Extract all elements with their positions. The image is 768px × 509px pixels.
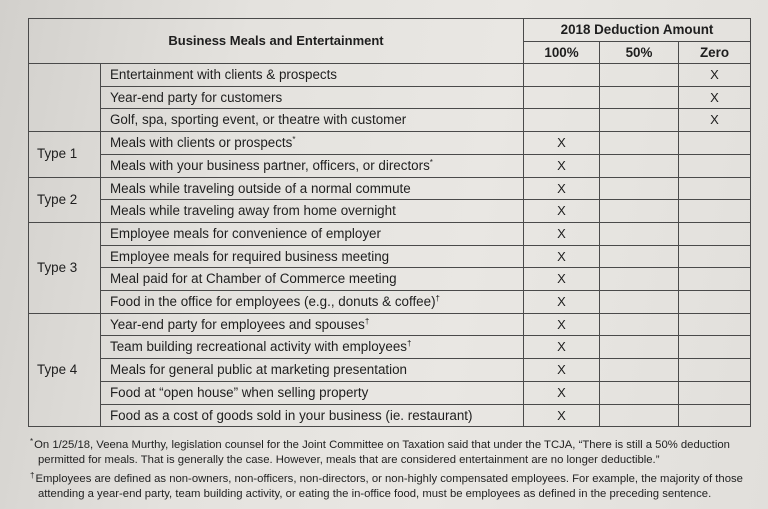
deduction-cell-50: [600, 200, 679, 223]
table-row: [29, 268, 751, 291]
table-title: Business Meals and Entertainment: [29, 19, 524, 64]
row-description: [101, 313, 524, 336]
row-label: Employee meals for convenience of employer: [110, 225, 381, 241]
deduction-cell-zero: [679, 336, 751, 359]
deduction-cell-50: [600, 132, 679, 155]
footnote-dagger: [30, 468, 755, 502]
table-row: [29, 245, 751, 268]
row-label: Team building recreational activity with employees: [110, 339, 407, 355]
x-mark: X: [557, 339, 566, 355]
row-label: Year-end party for customers: [110, 89, 283, 105]
deduction-header: 2018 Deduction Amount: [524, 19, 751, 42]
deduction-cell-zero: [679, 359, 751, 382]
deduction-cell-100: [524, 154, 600, 177]
footnote-star-line2: permitted for meals. That is generally the case. However, meals that are considered entertainment are no longer deductible.”: [38, 454, 660, 466]
deduction-cell-zero: [679, 109, 751, 132]
deduction-cell-50: [600, 336, 679, 359]
row-label: Meals with clients or prospects: [110, 135, 293, 151]
table-row: [29, 291, 751, 314]
table-row: [29, 404, 751, 427]
x-mark: X: [557, 157, 566, 173]
deduction-cell-50: [600, 222, 679, 245]
table-row: [29, 132, 751, 155]
deduction-cell-100: [524, 86, 600, 109]
table-body: [29, 64, 751, 427]
table-row: [29, 336, 751, 359]
footnotes: [30, 434, 755, 502]
table-row: [29, 359, 751, 382]
deduction-cell-zero: [679, 154, 751, 177]
table-row: [29, 313, 751, 336]
footnote-marker: †: [406, 339, 412, 349]
row-description: [101, 154, 524, 177]
footnote-star: [30, 434, 755, 468]
deduction-cell-50: [600, 404, 679, 427]
footnote-marker: *: [429, 157, 433, 167]
row-label: Golf, spa, sporting event, or theatre with customer: [110, 112, 407, 128]
table-row: [29, 222, 751, 245]
deduction-cell-50: [600, 154, 679, 177]
deduction-cell-100: [524, 177, 600, 200]
row-description: [101, 222, 524, 245]
x-mark: X: [557, 362, 566, 378]
deduction-cell-zero: [679, 404, 751, 427]
deduction-cell-50: [600, 64, 679, 87]
row-label: Food in the office for employees (e.g., donuts & coffee): [110, 294, 436, 310]
deduction-cell-50: [600, 313, 679, 336]
deduction-cell-zero: [679, 200, 751, 223]
x-mark: X: [557, 248, 566, 264]
footnote-marker: *: [292, 135, 296, 145]
row-description: [101, 200, 524, 223]
type-label: [29, 64, 101, 132]
deduction-cell-100: [524, 109, 600, 132]
footnote-marker: †: [364, 316, 370, 326]
deduction-cell-100: [524, 222, 600, 245]
row-description: [101, 109, 524, 132]
table-row: [29, 64, 751, 87]
deduction-cell-zero: [679, 313, 751, 336]
deduction-cell-100: [524, 336, 600, 359]
x-mark: X: [557, 135, 566, 151]
deduction-cell-zero: [679, 291, 751, 314]
deduction-cell-100: [524, 200, 600, 223]
deduction-cell-zero: [679, 86, 751, 109]
row-description: [101, 64, 524, 87]
row-label: Meals while traveling away from home overnight: [110, 203, 396, 219]
type-label: Type 2: [29, 177, 101, 222]
row-description: [101, 336, 524, 359]
row-description: [101, 86, 524, 109]
footnote-dagger-line1: Employees are defined as non-owners, non-officers, non-directors, or non-highly compensated employees. For example, the majority of those: [35, 473, 743, 485]
x-mark: X: [557, 271, 566, 287]
deduction-cell-zero: [679, 245, 751, 268]
footnote-star-symbol: *: [30, 437, 34, 446]
x-mark: X: [557, 294, 566, 310]
row-label: Food at “open house” when selling property: [110, 384, 369, 400]
x-mark: X: [710, 112, 719, 128]
row-description: [101, 177, 524, 200]
table-row: [29, 200, 751, 223]
deduction-cell-zero: [679, 132, 751, 155]
deduction-cell-50: [600, 381, 679, 404]
type-label: Type 3: [29, 222, 101, 313]
deduction-cell-100: [524, 268, 600, 291]
row-label: Meals with your business partner, officers, or directors: [110, 157, 430, 173]
table-row: [29, 177, 751, 200]
x-mark: X: [557, 180, 566, 196]
x-mark: X: [710, 89, 719, 105]
deduction-cell-100: [524, 132, 600, 155]
x-mark: X: [557, 407, 566, 423]
row-description: [101, 381, 524, 404]
deduction-cell-100: [524, 313, 600, 336]
row-label: Meals while traveling outside of a normal commute: [110, 180, 411, 196]
deduction-table: [28, 18, 751, 427]
x-mark: X: [557, 203, 566, 219]
table-row: [29, 381, 751, 404]
deduction-cell-100: [524, 64, 600, 87]
footnote-dagger-line2: attending a year-end party, team building activity, or eating the in-office food, must be employees as defined in the preceding sentence.: [38, 488, 712, 500]
deduction-cell-50: [600, 86, 679, 109]
deduction-cell-zero: [679, 177, 751, 200]
row-description: [101, 291, 524, 314]
row-label: Meal paid for at Chamber of Commerce meeting: [110, 271, 397, 287]
footnote-star-line1: On 1/25/18, Veena Murthy, legislation counsel for the Joint Committee on Taxation said that under the TCJA, “There is still a 50% deduction: [34, 439, 730, 451]
type-label: Type 4: [29, 313, 101, 427]
deduction-cell-100: [524, 359, 600, 382]
deduction-cell-100: [524, 381, 600, 404]
row-description: [101, 359, 524, 382]
deduction-cell-50: [600, 359, 679, 382]
table-row: [29, 109, 751, 132]
deduction-cell-50: [600, 177, 679, 200]
deduction-cell-zero: [679, 268, 751, 291]
row-description: [101, 245, 524, 268]
row-description: [101, 404, 524, 427]
row-label: Entertainment with clients & prospects: [110, 67, 338, 82]
x-mark: X: [557, 225, 566, 241]
deduction-cell-50: [600, 268, 679, 291]
deduction-cell-zero: [679, 64, 751, 87]
row-description: [101, 268, 524, 291]
deduction-cell-50: [600, 109, 679, 132]
deduction-cell-100: [524, 291, 600, 314]
x-mark: X: [710, 67, 719, 82]
column-header-50: 50%: [600, 42, 679, 64]
row-description: [101, 132, 524, 155]
row-label: Meals for general public at marketing presentation: [110, 362, 407, 378]
deduction-cell-50: [600, 291, 679, 314]
deduction-cell-100: [524, 245, 600, 268]
type-label: Type 1: [29, 132, 101, 177]
column-header-100: 100%: [524, 42, 600, 64]
x-mark: X: [557, 316, 566, 332]
deduction-cell-zero: [679, 222, 751, 245]
deduction-cell-100: [524, 404, 600, 427]
column-header-zero: Zero: [679, 42, 751, 64]
deduction-cell-50: [600, 245, 679, 268]
table-row: [29, 154, 751, 177]
table-row: [29, 86, 751, 109]
row-label: Year-end party for employees and spouses: [110, 316, 365, 332]
row-label: Food as a cost of goods sold in your business (ie. restaurant): [110, 407, 473, 423]
deduction-cell-zero: [679, 381, 751, 404]
row-label: Employee meals for required business meeting: [110, 248, 390, 264]
footnote-marker: †: [435, 294, 440, 304]
footnote-dagger-symbol: †: [30, 471, 35, 480]
x-mark: X: [557, 384, 566, 400]
